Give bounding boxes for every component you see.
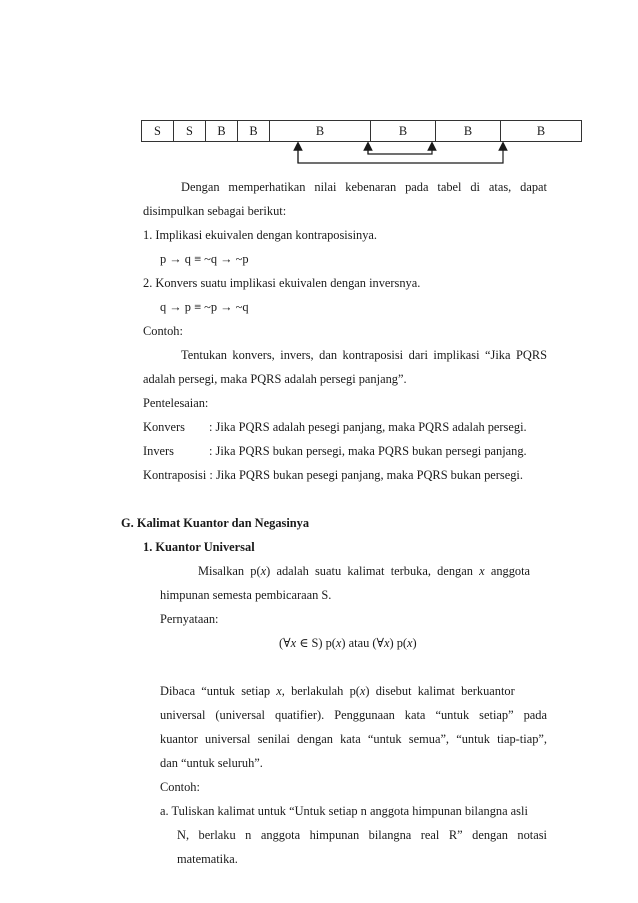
variable: x [479, 564, 485, 578]
text-run: ∈ S) p( [296, 636, 336, 650]
paragraph-line: adalah persegi, maka PQRS adalah persegi panjang”. [143, 372, 407, 386]
paragraph-line: Pernyataan: [160, 612, 219, 626]
section-heading: G. Kalimat Kuantor dan Negasinya [121, 516, 310, 530]
text-run: Misalkan p( [198, 564, 261, 578]
table-cell: S [142, 121, 174, 142]
text-run: , berlakulah p( [281, 684, 360, 698]
paragraph-line: matematika. [177, 852, 238, 866]
table-cell: S [174, 121, 206, 142]
table-cell: B [270, 121, 371, 142]
paragraph-line: himpunan semesta pembicaraan S. [160, 588, 332, 602]
list-item: 2. Konvers suatu implikasi ekuivalen dengan inversnya. [143, 276, 421, 290]
paragraph-line: Tentukan konvers, invers, dan kontraposisi dari implikasi “Jika PQRS [181, 348, 547, 362]
text-run: ) [412, 636, 417, 650]
table-cell: B [206, 121, 238, 142]
example-heading: Contoh: [160, 780, 200, 794]
text-run [198, 563, 530, 579]
formula-line: p → q ≡ ~q → ~p [160, 252, 249, 266]
paragraph-line: dan “untuk seluruh”. [160, 756, 263, 770]
variable: x [290, 636, 297, 650]
text-run: ) disebut kalimat berkuantor [365, 684, 515, 698]
table-cell: B [371, 121, 436, 142]
variable: x [359, 684, 366, 698]
arrow-pair-inner [368, 146, 432, 154]
text-run: (∀ [279, 636, 291, 650]
solution-heading: Pentelesaian: [143, 396, 209, 410]
table-cell: B [238, 121, 270, 142]
text-run: anggota [484, 564, 531, 578]
paragraph-line: kuantor universal senilai dengan kata “untuk semua”, “untuk tiap-tiap”, [160, 732, 547, 746]
paragraph-line [198, 563, 547, 579]
list-item: a. Tuliskan kalimat untuk “Untuk setiap n anggota himpunan bilangna asli [160, 804, 528, 818]
formula-line [279, 635, 417, 651]
paragraph-line: Dengan memperhatikan nilai kebenaran pada tabel di atas, dapat [181, 180, 547, 194]
variable: x [335, 636, 342, 650]
answer-text: : Jika PQRS bukan persegi, maka PQRS bukan persegi panjang. [209, 444, 527, 458]
variable: x [276, 684, 282, 698]
example-heading: Contoh: [143, 324, 183, 338]
text-run: Dibaca “untuk setiap [160, 684, 277, 698]
variable: x [384, 636, 390, 650]
paragraph-line [160, 683, 547, 699]
answer-label: Konvers [143, 420, 185, 434]
paragraph-line: N, berlaku n anggota himpunan bilangna real R” dengan notasi [177, 828, 547, 842]
table-cell: B [501, 121, 582, 142]
paragraph-line: disimpulkan sebagai berikut: [143, 204, 287, 218]
list-item: 1. Implikasi ekuivalen dengan kontraposisinya. [143, 228, 377, 242]
paragraph-line: universal (universal quatifier). Penggunaan kata “untuk setiap” pada [160, 708, 547, 722]
variable: x [260, 564, 267, 578]
text-run: ) p( [389, 636, 408, 650]
answer-line: Kontraposisi : Jika PQRS bukan pesegi panjang, maka PQRS bukan persegi. [143, 468, 523, 482]
answer-label: Invers [143, 444, 174, 458]
text-run: ) atau (∀ [341, 636, 384, 650]
answer-text: : Jika PQRS adalah pesegi panjang, maka PQRS adalah persegi. [209, 420, 527, 434]
text-run: ) adalah suatu kalimat terbuka, dengan [266, 564, 480, 578]
table-cell: B [436, 121, 501, 142]
subsection-heading: 1. Kuantor Universal [143, 540, 255, 554]
formula-line: q → p ≡ ~p → ~q [160, 300, 249, 314]
variable: x [407, 636, 413, 650]
